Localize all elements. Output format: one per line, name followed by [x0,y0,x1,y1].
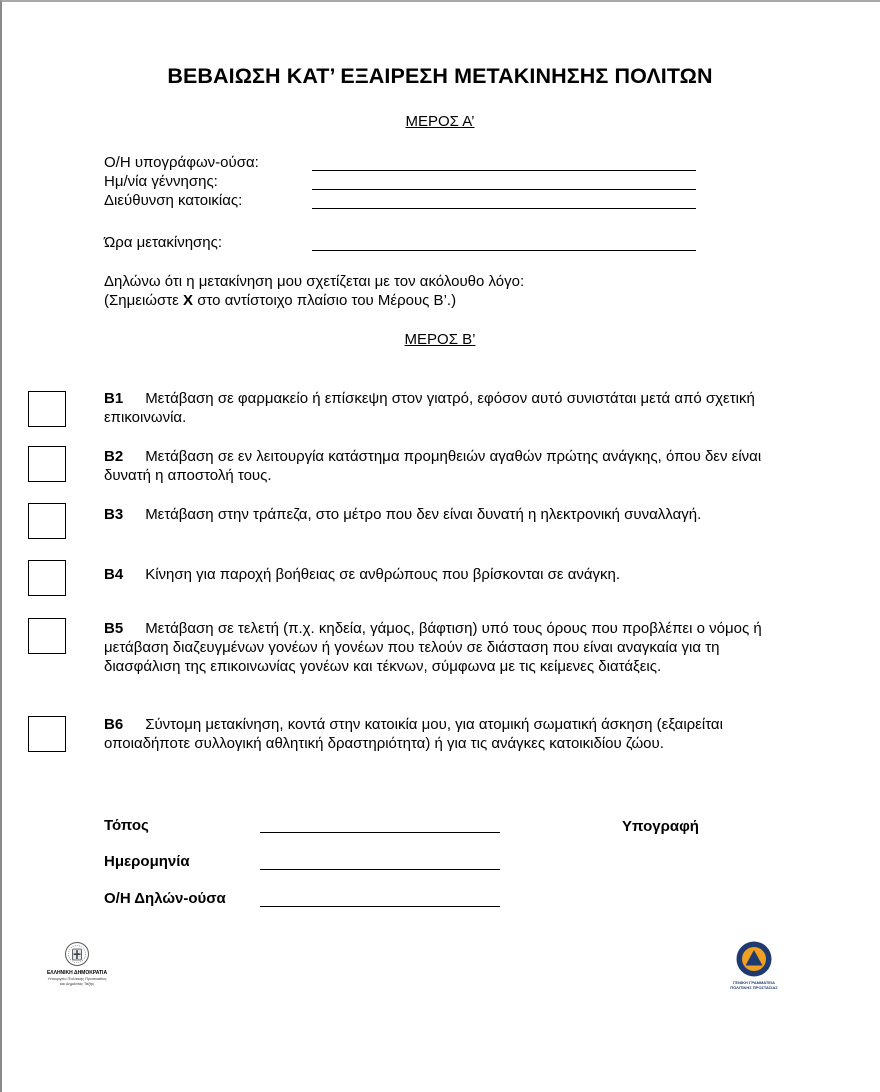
right-logo-org-2: ΠΟΛΙΤΙΚΗΣ ΠΡΟΣΤΑΣΙΑΣ [730,985,778,990]
part-b-heading: ΜΕΡΟΣ Β’ [404,331,476,348]
declarant-label: Ο/Η Δηλών-ούσα [104,890,226,907]
left-logo-sub-2: και Δημόσιας Τάξης [59,981,95,986]
document-title: ΒΕΒΑΙΩΣΗ ΚΑΤ’ ΕΞΑΙΡΕΣΗ ΜΕΤΑΚΙΝΗΣΗΣ ΠΟΛΙΤΩΝ [167,64,713,88]
option-b5 [104,619,794,676]
option-b6 [104,715,794,753]
option-b2 [104,447,794,485]
place-field[interactable] [260,832,500,833]
left-logo-sub-1: Υπουργείο Πολιτικής Προστασίας [47,976,107,981]
place-label: Τόπος [104,817,149,834]
declaration-text-after: στο αντίστοιχο πλαίσιο του Μέρους Β’.) [193,292,457,309]
hellenic-republic-logo [22,941,132,986]
option-code-b5: Β5 [104,620,124,637]
option-text-b6: Σύντομη μετακίνηση, κοντά στην κατοικία μου, για ατομική σωματική άσκηση (εξαιρείται οποιαδήποτε συλλογική αθλητική δραστηριότητα) ή για τις ανάγκες κατοικιδίου ζώου. [104,716,723,752]
home-address-label: Διεύθυνση κατοικίας: [104,192,243,209]
part-a-heading: ΜΕΡΟΣ Α’ [405,113,475,130]
option-b1 [104,389,794,427]
civil-protection-logo [722,940,786,990]
date-label: Ημερομηνία [104,853,190,870]
checkbox-b4[interactable] [28,560,66,596]
option-code-b6: Β6 [104,716,124,733]
signature-label: Υπογραφή [622,818,699,835]
checkbox-b1[interactable] [28,391,66,427]
declaration-line-1: Δηλώνω ότι η μετακίνηση μου σχετίζεται με τον ακόλουθο λόγο: [104,273,525,290]
birth-date-field[interactable] [312,189,696,190]
option-code-b4: Β4 [104,566,124,583]
right-logo-org-1: ΓΕΝΙΚΗ ΓΡΑΜΜΑΤΕΙΑ [733,980,775,985]
greek-emblem-icon [64,941,90,967]
checkbox-b2[interactable] [28,446,66,482]
birth-date-label: Ημ/νία γέννησης: [104,173,218,190]
option-code-b3: Β3 [104,506,124,523]
date-field[interactable] [260,869,500,870]
movement-time-label: Ώρα μετακίνησης: [104,234,223,251]
declarant-field[interactable] [260,906,500,907]
movement-time-field[interactable] [312,250,696,251]
option-code-b1: Β1 [104,390,124,407]
signer-name-label: Ο/Η υπογράφων-ούσα: [104,154,259,171]
option-b4 [104,565,794,584]
option-text-b3: Μετάβαση στην τράπεζα, στο μέτρο που δεν είναι δυνατή η ηλεκτρονική συναλλαγή. [145,506,702,523]
declaration-text-before: (Σημειώστε [104,292,184,309]
left-logo-org: ΕΛΛΗΝΙΚΗ ΔΗΜΟΚΡΑΤΙΑ [46,970,108,976]
option-text-b4: Κίνηση για παροχή βοήθειας σε ανθρώπους που βρίσκονται σε ανάγκη. [145,566,621,583]
option-text-b1: Μετάβαση σε φαρμακείο ή επίσκεψη στον γιατρό, εφόσον αυτό συνιστάται μετά από σχετική επικοινωνία. [104,390,755,426]
option-code-b2: Β2 [104,448,124,465]
option-text-b5: Μετάβαση σε τελετή (π.χ. κηδεία, γάμος, βάφτιση) υπό τους όρους που προβλέπει ο νόμος ή μετάβαση διαζευγμένων γονέων ή γονέων που τελούν σε διάσταση που είναι αναγκαία για τη διασφάλιση της επικοινωνίας γονέων και τέκνων, σύμφωνα με τις κείμενες διατάξεις. [104,620,762,675]
civil-protection-emblem-icon [735,940,773,978]
checkbox-b5[interactable] [28,618,66,654]
checkbox-b3[interactable] [28,503,66,539]
checkbox-b6[interactable] [28,716,66,752]
signer-name-field[interactable] [312,170,696,171]
declaration-line-2 [104,292,456,310]
option-b3 [104,505,794,524]
declaration-mark: X [183,292,194,309]
home-address-field[interactable] [312,208,696,209]
option-text-b2: Μετάβαση σε εν λειτουργία κατάστημα προμηθειών αγαθών πρώτης ανάγκης, όπου δεν είναι δυνατή η αποστολή τους. [104,448,762,484]
